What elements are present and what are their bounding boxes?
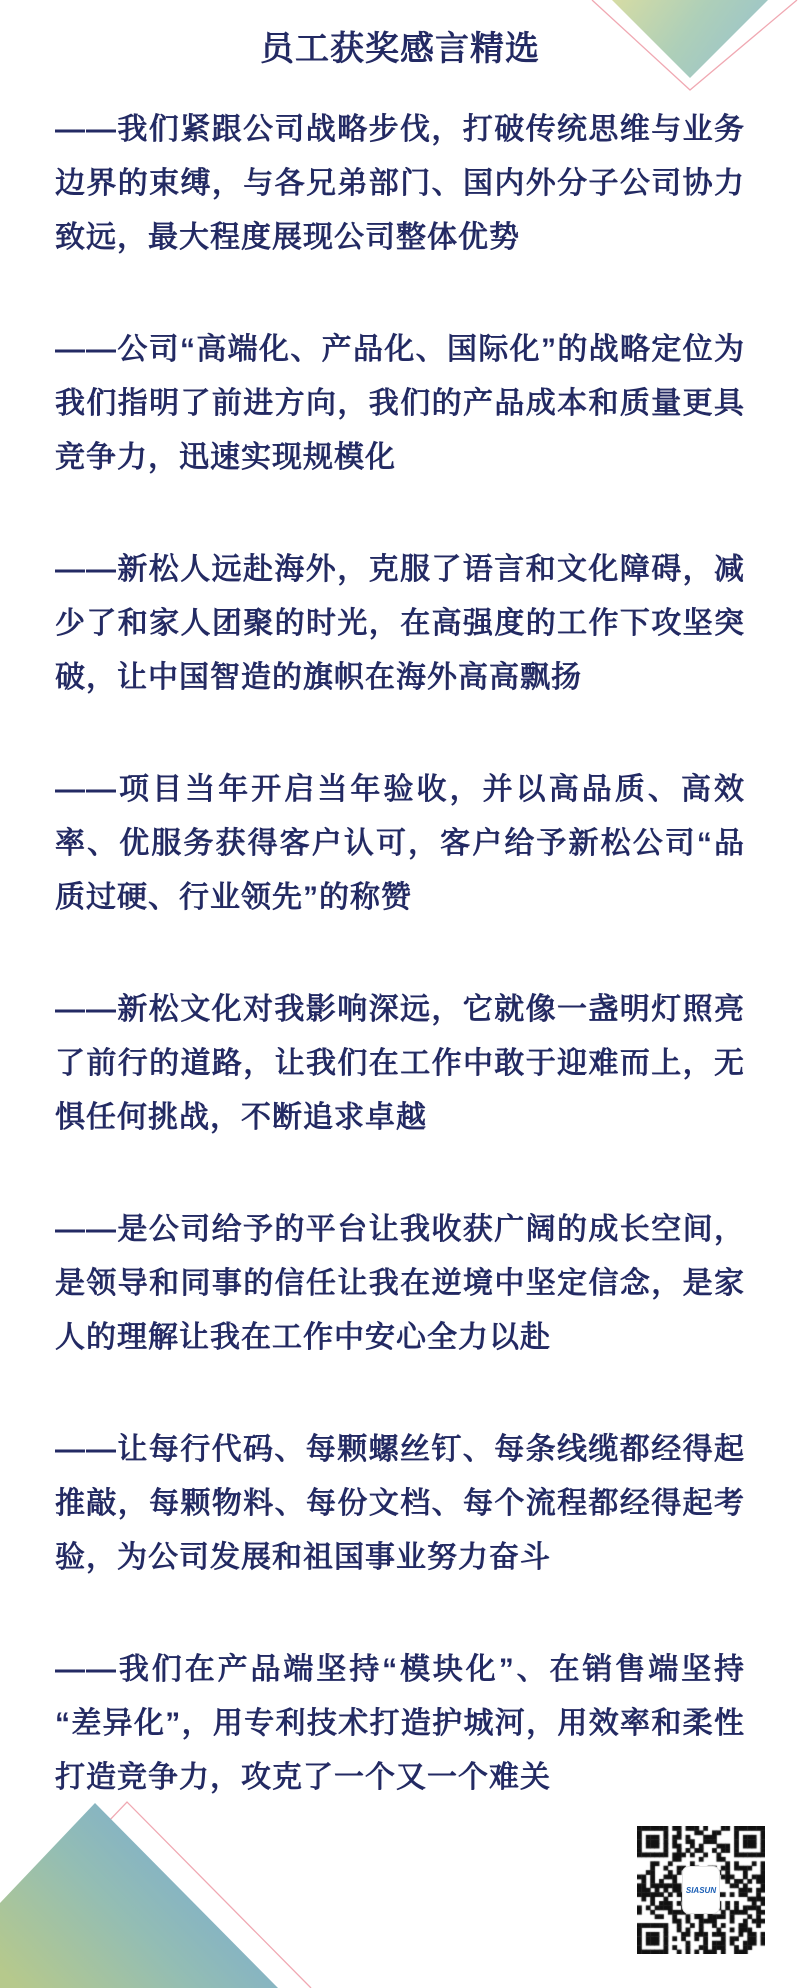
qr-center-logo bbox=[682, 1866, 720, 1914]
quote-paragraph-6: ——是公司给予的平台让我收获广阔的成长空间，是领导和同事的信任让我在逆境中坚定信念，是家人的理解让我在工作中安心全力以赴 bbox=[55, 1213, 745, 1354]
bottom-left-triangle-decoration bbox=[0, 1780, 340, 1988]
page-title: 员工获奖感言精选 bbox=[260, 30, 540, 68]
quote-paragraph-3: ——新松人远赴海外，克服了语言和文化障碍，减少了和家人团聚的时光，在高强度的工作下攻坚突破，让中国智造的旗帜在海外高高飘扬 bbox=[55, 553, 745, 694]
quote-paragraph-5: ——新松文化对我影响深远，它就像一盏明灯照亮了前行的道路，让我们在工作中敢于迎难而上，无惧任何挑战，不断追求卓越 bbox=[55, 993, 745, 1134]
quote-paragraph-4: ——项目当年开启当年验收，并以高品质、高效率、优服务获得客户认可，客户给予新松公司“品质过硬、行业领先”的称赞 bbox=[55, 773, 745, 914]
quote-paragraph-7: ——让每行代码、每颗螺丝钉、每条线缆都经得起推敲，每颗物料、每份文档、每个流程都经得起考验，为公司发展和祖国事业努力奋斗 bbox=[55, 1433, 745, 1574]
quote-paragraph-8: ——我们在产品端坚持“模块化”、在销售端坚持“差异化”，用专利技术打造护城河，用效率和柔性打造竞争力，攻克了一个又一个难关 bbox=[55, 1653, 745, 1794]
quote-paragraph-1: ——我们紧跟公司战略步伐，打破传统思维与业务边界的束缚，与各兄弟部门、国内外分子公司协力致远，最大程度展现公司整体优势 bbox=[55, 113, 745, 254]
gradient-triangle bbox=[0, 1803, 278, 1988]
qr-logo-text: SIASUN bbox=[685, 1885, 717, 1895]
qr-code bbox=[637, 1826, 765, 1954]
quote-paragraph-2: ——公司“高端化、产品化、国际化”的战略定位为我们指明了前进方向，我们的产品成本和质量更具竞争力，迅速实现规模化 bbox=[55, 333, 745, 474]
quotes-list bbox=[0, 103, 800, 1805]
pink-outline-triangle bbox=[0, 1802, 311, 1988]
